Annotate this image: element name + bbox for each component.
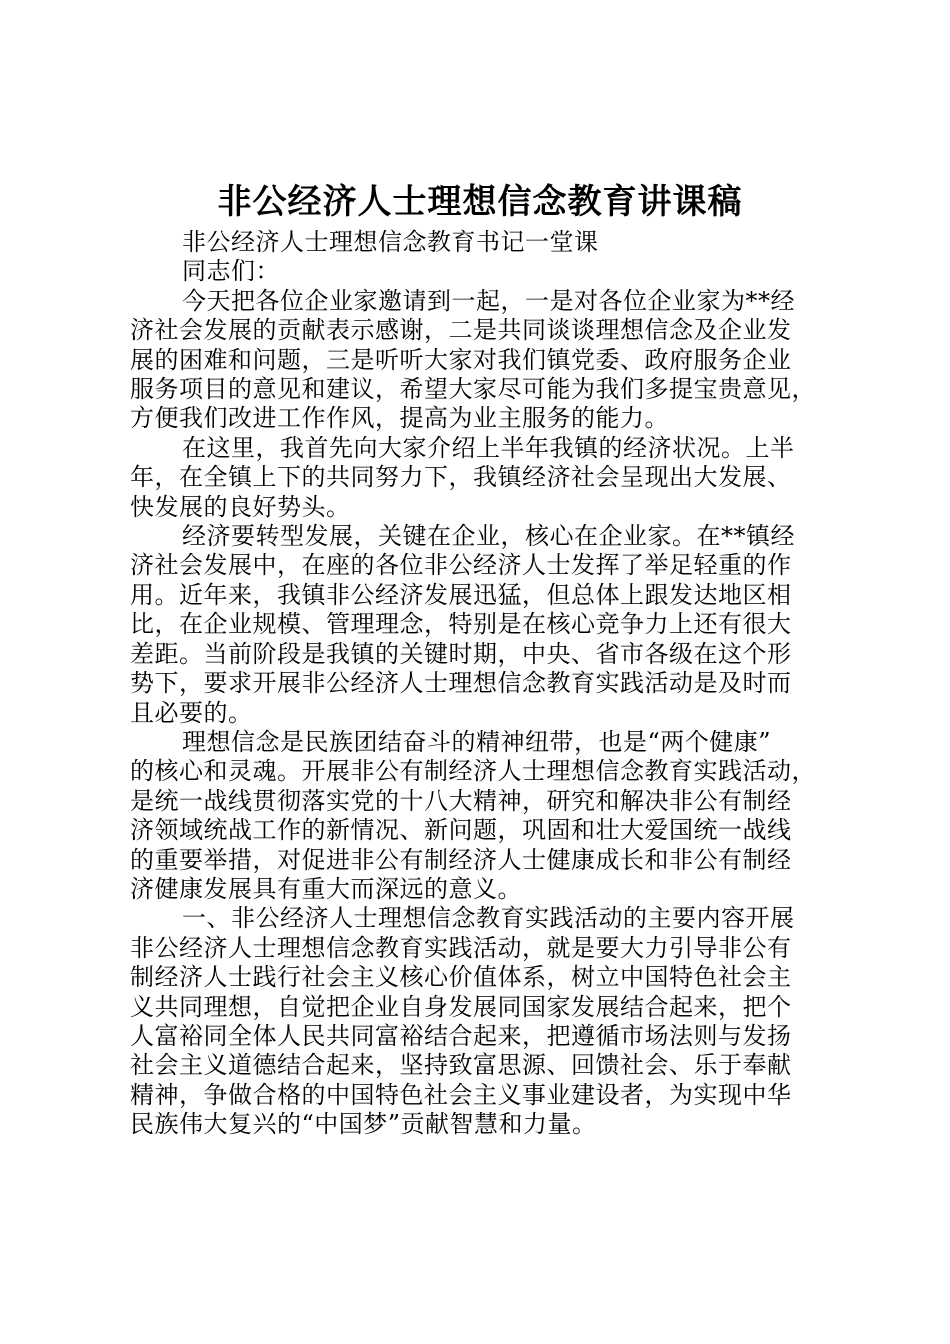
paragraph-line: 义共同理想，自觉把企业自身发展同国家发展结合起来，把个 — [130, 992, 792, 1021]
paragraph-line: 非公经济人士理想信念教育实践活动，就是要大力引导非公有 — [130, 933, 792, 962]
paragraph — [130, 904, 830, 1139]
paragraph-line: 精神，争做合格的中国特色社会主义事业建设者，为实现中华 — [130, 1080, 792, 1109]
greeting: 同志们： — [182, 257, 280, 286]
document-subtitle: 非公经济人士理想信念教育书记一堂课 — [182, 228, 599, 256]
paragraph-line: 快发展的良好势头。 — [130, 492, 351, 521]
paragraph-line: 的核心和灵魂。开展非公有制经济人士理想信念教育实践活动， — [130, 757, 816, 786]
paragraph-line: 服务项目的意见和建议，希望大家尽可能为我们多提宝贵意见， — [130, 375, 816, 404]
paragraph-line: 民族伟大复兴的“中国梦”贡献智慧和力量。 — [130, 1110, 597, 1139]
paragraph-line: 一、非公经济人士理想信念教育实践活动的主要内容开展 — [182, 904, 795, 933]
paragraph-line: 今天把各位企业家邀请到一起，一是对各位企业家为**经 — [182, 286, 795, 315]
paragraph-line: 在这里，我首先向大家介绍上半年我镇的经济状况。上半 — [182, 433, 795, 462]
paragraph-line: 方便我们改进工作作风，提高为业主服务的能力。 — [130, 404, 669, 433]
paragraph-line: 人富裕同全体人民共同富裕结合起来，把遵循市场法则与发扬 — [130, 1021, 792, 1050]
paragraph — [130, 287, 830, 434]
paragraph-line: 比，在企业规模、管理理念，特别是在核心竞争力上还有很大 — [130, 610, 792, 639]
paragraph — [130, 434, 830, 522]
document-title: 非公经济人士理想信念教育讲课稿 — [217, 182, 743, 222]
paragraph — [130, 728, 830, 904]
paragraph-line: 经济要转型发展，关键在企业，核心在企业家。在**镇经 — [182, 522, 795, 551]
paragraph-line: 济领域统战工作的新情况、新问题，巩固和壮大爱国统一战线 — [130, 816, 792, 845]
paragraph-line: 济社会发展的贡献表示感谢，二是共同谈谈理想信念及企业发 — [130, 316, 792, 345]
paragraph-line: 济社会发展中，在座的各位非公经济人士发挥了举足轻重的作 — [130, 551, 792, 580]
paragraph-line: 势下，要求开展非公经济人士理想信念教育实践活动是及时而 — [130, 669, 792, 698]
paragraph-line: 济健康发展具有重大而深远的意义。 — [130, 874, 522, 903]
paragraph-line: 理想信念是民族团结奋斗的精神纽带，也是“两个健康” — [182, 727, 772, 756]
paragraph — [130, 522, 830, 728]
document-page — [130, 180, 830, 1140]
paragraph-line: 展的困难和问题，三是听听大家对我们镇党委、政府服务企业 — [130, 345, 792, 374]
paragraph-line: 是统一战线贯彻落实党的十八大精神，研究和解决非公有制经 — [130, 786, 792, 815]
paragraph-line: 用。近年来，我镇非公经济发展迅猛，但总体上跟发达地区相 — [130, 580, 792, 609]
paragraph-line: 社会主义道德结合起来，坚持致富思源、回馈社会、乐于奉献 — [130, 1051, 792, 1080]
paragraph-line: 且必要的。 — [130, 698, 253, 727]
paragraph-line: 的重要举措，对促进非公有制经济人士健康成长和非公有制经 — [130, 845, 792, 874]
paragraph-line: 年，在全镇上下的共同努力下，我镇经济社会呈现出大发展、 — [130, 463, 792, 492]
paragraph-line: 差距。当前阶段是我镇的关键时期，中央、省市各级在这个形 — [130, 639, 792, 668]
paragraph-line: 制经济人士践行社会主义核心价值体系，树立中国特色社会主 — [130, 963, 792, 992]
